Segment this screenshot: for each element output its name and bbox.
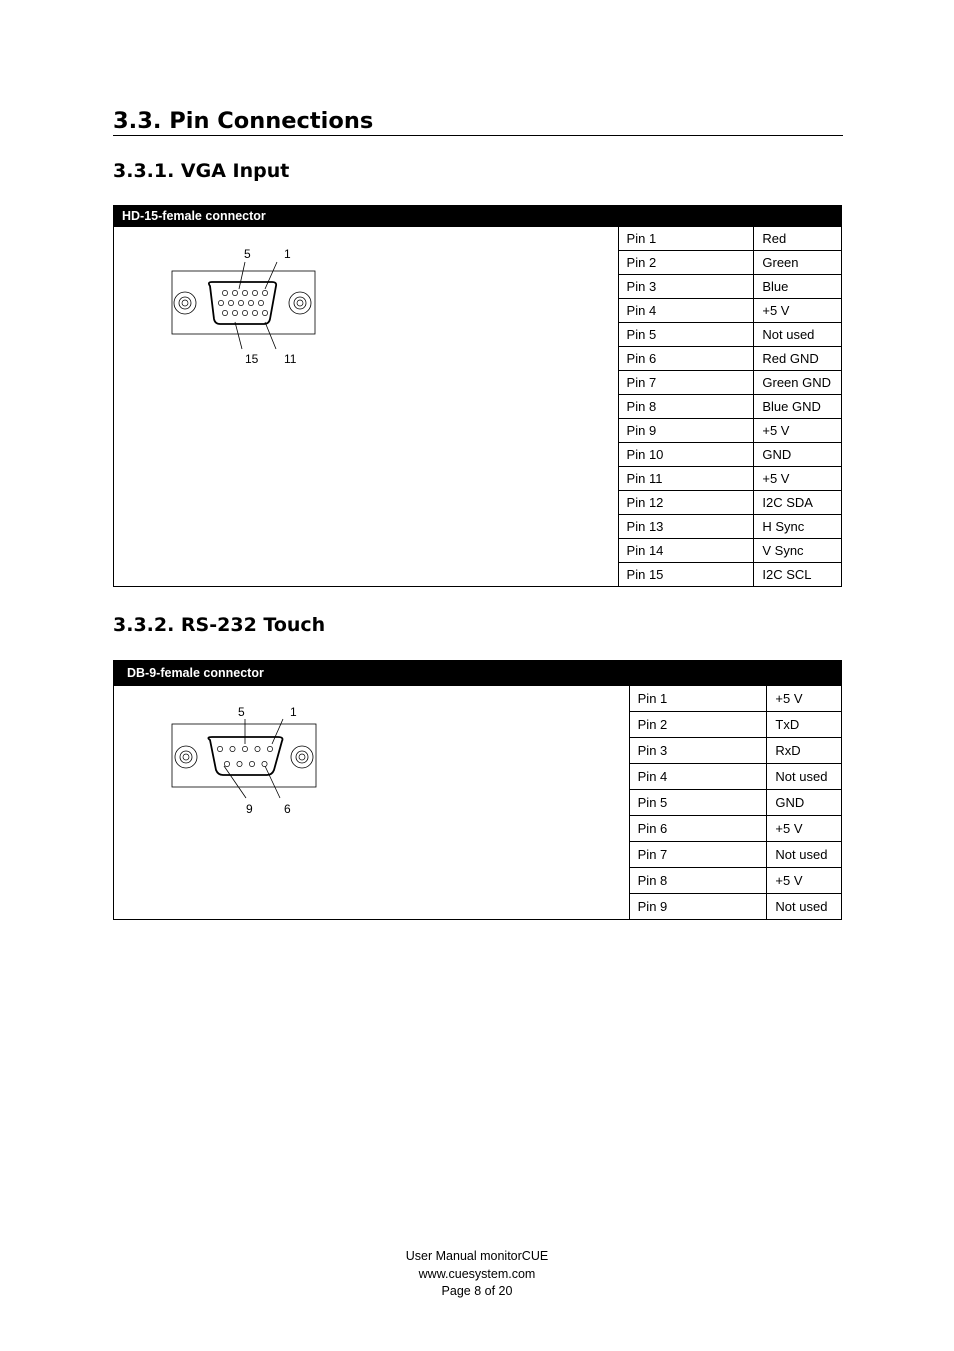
pin-signal: +5 V (754, 419, 842, 443)
pin-signal: Not used (767, 894, 842, 920)
vga-connector-header: HD-15-female connector (114, 206, 754, 227)
rs232-label-bl: 9 (246, 802, 253, 816)
page-footer (0, 1248, 954, 1301)
pin-signal: Not used (767, 764, 842, 790)
pin-number: Pin 2 (629, 712, 767, 738)
pin-number: Pin 9 (629, 894, 767, 920)
pin-signal: V Sync (754, 539, 842, 563)
vga-label-bl: 15 (245, 352, 259, 366)
rs232-connector-diagram (114, 686, 630, 920)
pin-number: Pin 10 (618, 443, 754, 467)
rs232-header-blank (629, 661, 767, 686)
pin-signal: +5 V (754, 299, 842, 323)
pin-signal: +5 V (767, 868, 842, 894)
pin-signal: Blue GND (754, 395, 842, 419)
pin-number: Pin 1 (629, 686, 767, 712)
vga-label-tl: 5 (244, 247, 251, 261)
page-heading: 3.3. Pin Connections (113, 108, 843, 136)
rs232-label-tl: 5 (238, 705, 245, 719)
pin-signal: I2C SDA (754, 491, 842, 515)
rs232-section-title: 3.3.2. RS-232 Touch (113, 614, 326, 636)
pin-number: Pin 5 (629, 790, 767, 816)
db9-connector-icon (114, 686, 375, 846)
pin-number: Pin 7 (618, 371, 754, 395)
pin-signal: I2C SCL (754, 563, 842, 587)
rs232-connector-header: DB-9-female connector (114, 661, 630, 686)
pin-number: Pin 5 (618, 323, 754, 347)
pin-signal: GND (767, 790, 842, 816)
pin-signal: Not used (754, 323, 842, 347)
pin-signal: H Sync (754, 515, 842, 539)
pin-number: Pin 4 (629, 764, 767, 790)
footer-url: www.cuesystem.com (418, 1266, 536, 1281)
vga-section-title: 3.3.1. VGA Input (113, 160, 290, 182)
table-row (114, 686, 842, 712)
rs232-pin-table (113, 660, 842, 920)
pin-signal: Green (754, 251, 842, 275)
pin-signal: Blue (754, 275, 842, 299)
table-row (114, 227, 842, 251)
pin-number: Pin 9 (618, 419, 754, 443)
pin-number: Pin 7 (629, 842, 767, 868)
pin-signal: Red GND (754, 347, 842, 371)
pin-number: Pin 3 (618, 275, 754, 299)
pin-number: Pin 15 (618, 563, 754, 587)
vga-header-spacer (754, 206, 842, 227)
pin-number: Pin 6 (618, 347, 754, 371)
pin-signal: +5 V (754, 467, 842, 491)
pin-number: Pin 8 (618, 395, 754, 419)
hd15-connector-icon (114, 227, 373, 387)
pin-signal: Green GND (754, 371, 842, 395)
pin-number: Pin 13 (618, 515, 754, 539)
pin-signal: TxD (767, 712, 842, 738)
vga-label-tr: 1 (284, 247, 291, 261)
vga-label-br: 11 (284, 352, 297, 366)
pin-signal: GND (754, 443, 842, 467)
pin-number: Pin 4 (618, 299, 754, 323)
pin-signal: Not used (767, 842, 842, 868)
vga-connector-diagram (114, 227, 619, 587)
pin-signal: +5 V (767, 686, 842, 712)
rs232-label-tr: 1 (290, 705, 297, 719)
pin-signal: RxD (767, 738, 842, 764)
rs232-header-spacer (767, 661, 842, 686)
rs232-label-br: 6 (284, 802, 291, 816)
footer-page-number: Page 8 of 20 (441, 1284, 513, 1298)
pin-signal: Red (754, 227, 842, 251)
pin-number: Pin 14 (618, 539, 754, 563)
footer-title: User Manual monitorCUE (405, 1249, 549, 1263)
pin-number: Pin 12 (618, 491, 754, 515)
pin-number: Pin 2 (618, 251, 754, 275)
pin-number: Pin 11 (618, 467, 754, 491)
pin-signal: +5 V (767, 816, 842, 842)
pin-number: Pin 6 (629, 816, 767, 842)
vga-pin-table (113, 205, 842, 587)
pin-number: Pin 1 (618, 227, 754, 251)
pin-number: Pin 3 (629, 738, 767, 764)
pin-number: Pin 8 (629, 868, 767, 894)
